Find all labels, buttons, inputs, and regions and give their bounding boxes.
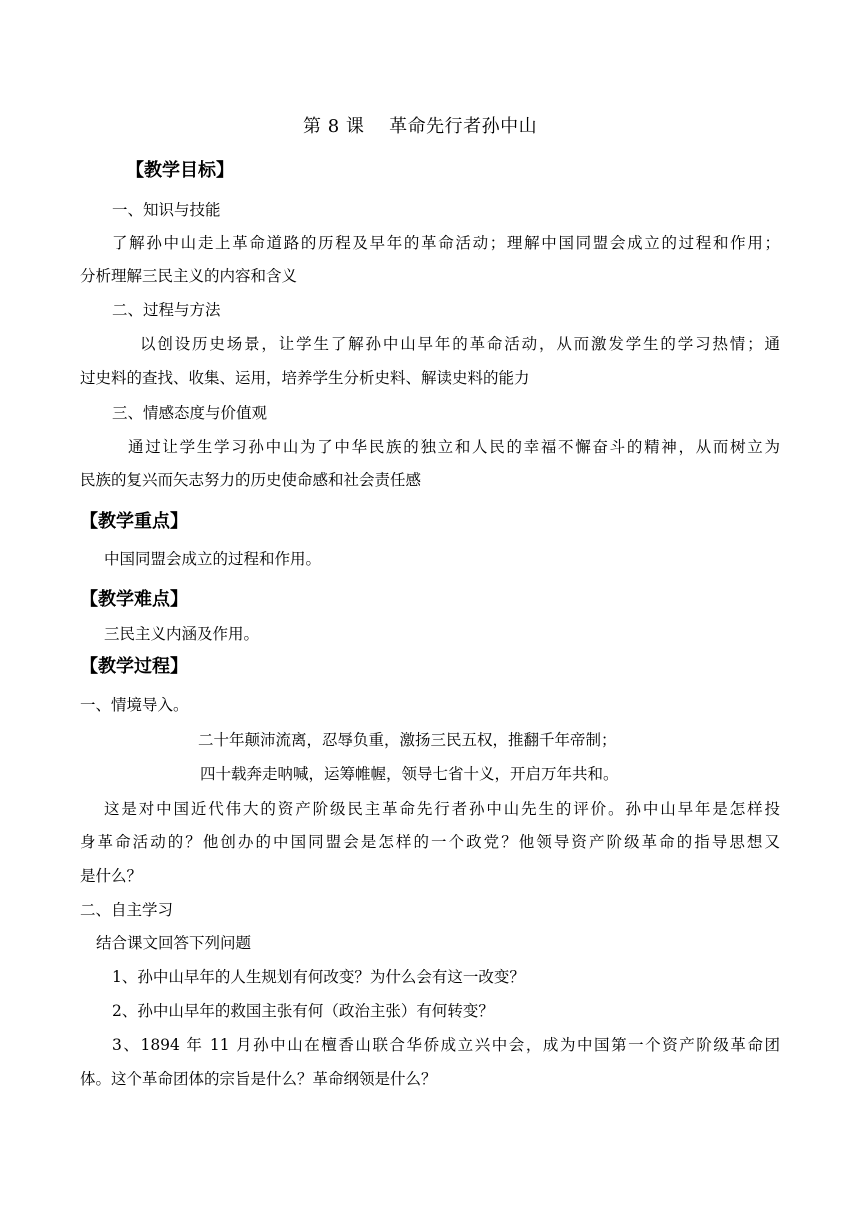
emotion-line-2: 民族的复兴而矢志努力的历史使命感和社会责任感 — [80, 471, 422, 489]
intro-paragraph-line-3: 是什么？ — [80, 867, 143, 885]
process-method-line-1: 以创设历史场景，让学生了解孙中山早年的革命活动，从而激发学生的学习热情；通 — [140, 335, 780, 353]
intro-paragraph-line-1: 这是对中国近代伟大的资产阶级民主革命先行者孙中山先生的评价。孙中山早年是怎样投 — [104, 800, 780, 818]
teaching-process-heading: 【教学过程】 — [80, 656, 188, 677]
key-point-text: 中国同盟会成立的过程和作用。 — [104, 550, 322, 568]
couplet-line-1: 二十年颠沛流离，忍辱负重，激扬三民五权，推翻千年帝制； — [198, 731, 617, 749]
process-method-heading: 二、过程与方法 — [112, 301, 221, 319]
couplet-line-2: 四十载奔走呐喊，运筹帷幄，领导七省十义，开启万年共和。 — [200, 765, 619, 783]
objectives-heading: 【教学目标】 — [126, 160, 234, 181]
emotion-line-1: 通过让学生学习孙中山为了中华民族的独立和人民的幸福不懈奋斗的精神，从而树立为 — [128, 438, 780, 456]
knowledge-heading: 一、知识与技能 — [112, 201, 221, 219]
self-study-instruction: 结合课文回答下列问题 — [96, 934, 252, 952]
emotion-heading: 三、情感态度与价值观 — [112, 404, 268, 422]
knowledge-line-2: 分析理解三民主义的内容和含义 — [80, 267, 298, 285]
key-point-heading: 【教学重点】 — [80, 511, 188, 532]
question-3-line-2: 体。这个革命团体的宗旨是什么？革命纲领是什么？ — [80, 1070, 437, 1088]
intro-paragraph-line-2: 身革命活动的？他创办的中国同盟会是怎样的一个政党？他领导资产阶级革命的指导思想又 — [80, 833, 780, 851]
intro-heading: 一、情境导入。 — [80, 696, 189, 714]
difficulty-text: 三民主义内涵及作用。 — [104, 625, 260, 643]
question-3-line-1: 3、1894 年 11 月孙中山在檀香山联合华侨成立兴中会，成为中国第一个资产阶级革命团 — [112, 1036, 780, 1054]
question-2: 2、孙中山早年的救国主张有何（政治主张）有何转变？ — [112, 1002, 494, 1020]
self-study-heading: 二、自主学习 — [80, 901, 174, 919]
process-method-line-2: 过史料的查找、收集、运用，培养学生分析史料、解读史料的能力 — [80, 369, 530, 387]
page-title: 第 8 课 革命先行者孙中山 — [303, 116, 538, 137]
knowledge-line-1: 了解孙中山走上革命道路的历程及早年的革命活动；理解中国同盟会成立的过程和作用； — [112, 234, 780, 252]
question-1: 1、孙中山早年的人生规划有何改变？为什么会有这一改变？ — [112, 968, 525, 986]
difficulty-heading: 【教学难点】 — [80, 589, 188, 610]
